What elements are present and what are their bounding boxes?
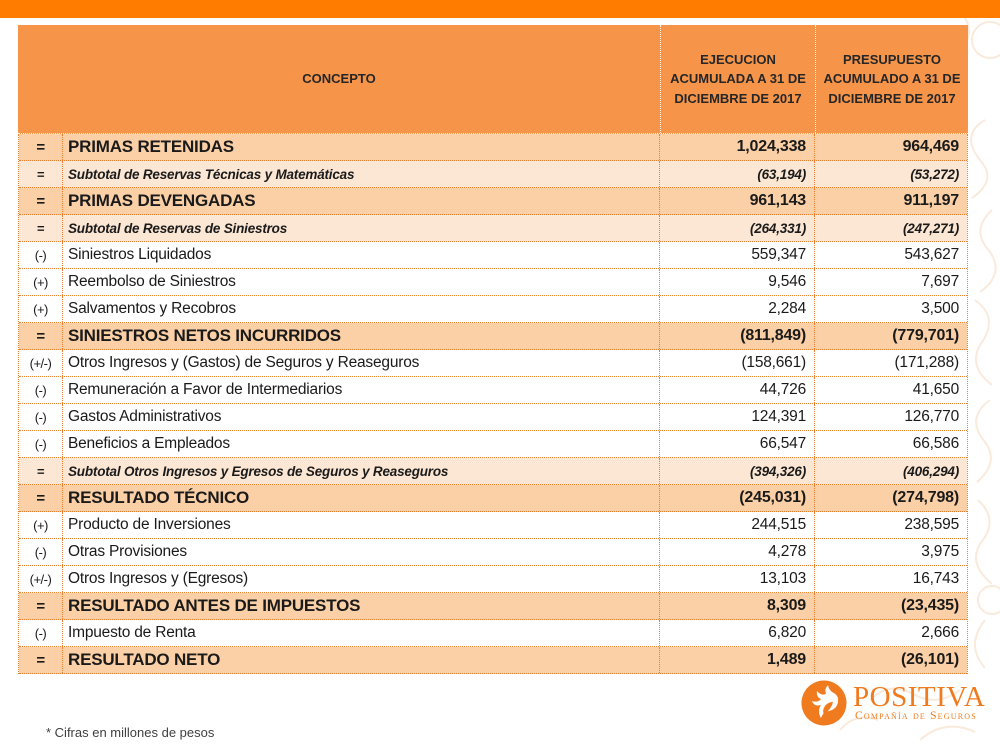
table-row xyxy=(19,323,967,350)
row-value-ejecucion: (264,331) xyxy=(660,215,815,241)
row-value-presupuesto: (23,435) xyxy=(901,597,959,614)
table-row xyxy=(19,593,967,620)
row-sign: (+) xyxy=(19,512,63,538)
row-label: RESULTADO TÉCNICO xyxy=(63,485,660,511)
row-sign: (-) xyxy=(19,242,63,268)
row-value-presupuesto: (406,294) xyxy=(903,463,959,479)
row-label: Beneficios a Empleados xyxy=(63,431,660,457)
table-row xyxy=(19,647,967,674)
table-body xyxy=(18,134,968,674)
row-value-ejecucion: (811,849) xyxy=(660,323,815,349)
table-row xyxy=(19,350,967,377)
row-value-ejecucion: 4,278 xyxy=(660,539,815,565)
positiva-logo-tagline: Compañía de Seguros xyxy=(855,710,977,722)
table-row xyxy=(19,134,967,161)
row-value-presupuesto: 2,666 xyxy=(921,624,959,641)
row-value-ejecucion: 1,489 xyxy=(660,647,815,673)
row-label: Impuesto de Renta xyxy=(63,620,660,646)
row-label: RESULTADO NETO xyxy=(63,647,660,673)
financial-results-table xyxy=(18,25,968,674)
row-value-presupuesto: 41,650 xyxy=(912,381,959,398)
row-sign: = xyxy=(19,134,63,160)
row-value-ejecucion: 961,143 xyxy=(660,188,815,214)
row-value-ejecucion: 66,547 xyxy=(660,431,815,457)
row-sign: = xyxy=(19,161,63,187)
table-row xyxy=(19,485,967,512)
row-value-ejecucion: 9,546 xyxy=(660,269,815,295)
row-label: Subtotal Otros Ingresos y Egresos de Seguros y Reaseguros xyxy=(63,458,660,484)
row-value-presupuesto: 964,469 xyxy=(902,138,959,155)
table-row xyxy=(19,377,967,404)
row-sign: (-) xyxy=(19,620,63,646)
row-sign: (+) xyxy=(19,269,63,295)
table-header-row xyxy=(18,25,968,134)
positiva-logo xyxy=(801,679,986,727)
top-accent-bar xyxy=(0,0,1000,18)
row-sign: (-) xyxy=(19,431,63,457)
row-label: PRIMAS RETENIDAS xyxy=(63,134,660,160)
row-value-presupuesto: (26,101) xyxy=(901,651,959,668)
row-label: Otros Ingresos y (Gastos) de Seguros y Reaseguros xyxy=(63,350,660,376)
row-value-ejecucion: (63,194) xyxy=(660,161,815,187)
row-label: Subtotal de Reservas de Siniestros xyxy=(63,215,660,241)
table-row xyxy=(19,431,967,458)
row-value-presupuesto: (171,288) xyxy=(894,354,959,371)
table-row xyxy=(19,269,967,296)
row-label: Otras Provisiones xyxy=(63,539,660,565)
row-value-ejecucion: 244,515 xyxy=(660,512,815,538)
row-label: Subtotal de Reservas Técnicas y Matemáticas xyxy=(63,161,660,187)
row-label: Remuneración a Favor de Intermediarios xyxy=(63,377,660,403)
row-value-ejecucion: 44,726 xyxy=(660,377,815,403)
row-value-ejecucion: 1,024,338 xyxy=(660,134,815,160)
row-sign: (+/-) xyxy=(19,566,63,592)
row-value-presupuesto: 16,743 xyxy=(912,570,959,587)
row-sign: = xyxy=(19,647,63,673)
row-value-ejecucion: 124,391 xyxy=(660,404,815,430)
row-value-ejecucion: (245,031) xyxy=(660,485,815,511)
table-row xyxy=(19,620,967,647)
positiva-logo-text xyxy=(853,681,986,722)
row-sign: (-) xyxy=(19,539,63,565)
positiva-logo-icon xyxy=(801,680,847,726)
table-row xyxy=(19,161,967,188)
header-ejecucion: EJECUCION ACUMULADA A 31 DE DICIEMBRE DE 2017 xyxy=(660,25,815,133)
header-concepto: CONCEPTO xyxy=(302,71,376,87)
row-label: RESULTADO ANTES DE IMPUESTOS xyxy=(63,593,660,619)
row-sign: = xyxy=(19,485,63,511)
row-label: SINIESTROS NETOS INCURRIDOS xyxy=(63,323,660,349)
row-sign: (+) xyxy=(19,296,63,322)
row-sign: = xyxy=(19,593,63,619)
row-value-ejecucion: 8,309 xyxy=(660,593,815,619)
row-sign: = xyxy=(19,188,63,214)
row-sign: (-) xyxy=(19,377,63,403)
table-row xyxy=(19,296,967,323)
row-value-presupuesto: 126,770 xyxy=(904,408,959,425)
table-row xyxy=(19,539,967,566)
row-sign: = xyxy=(19,458,63,484)
row-label: Producto de Inversiones xyxy=(63,512,660,538)
positiva-logo-name: POSITIVA xyxy=(853,681,986,713)
row-label: Siniestros Liquidados xyxy=(63,242,660,268)
row-label: Salvamentos y Recobros xyxy=(63,296,660,322)
table-row xyxy=(19,404,967,431)
row-value-ejecucion: (158,661) xyxy=(660,350,815,376)
row-value-ejecucion: (394,326) xyxy=(660,458,815,484)
row-value-presupuesto: 3,975 xyxy=(921,543,959,560)
row-label: PRIMAS DEVENGADAS xyxy=(63,188,660,214)
row-value-presupuesto: (779,701) xyxy=(892,327,959,344)
row-sign: (-) xyxy=(19,404,63,430)
table-row xyxy=(19,458,967,485)
row-value-presupuesto: (274,798) xyxy=(892,489,959,506)
row-label: Otros Ingresos y (Egresos) xyxy=(63,566,660,592)
row-value-presupuesto: 238,595 xyxy=(904,516,959,533)
header-presupuesto: PRESUPUESTO ACUMULADO A 31 DE DICIEMBRE DE 2017 xyxy=(815,25,968,133)
footnote: * Cifras en millones de pesos xyxy=(46,725,215,740)
table-row xyxy=(19,566,967,593)
row-value-ejecucion: 6,820 xyxy=(660,620,815,646)
row-value-presupuesto: 66,586 xyxy=(912,435,959,452)
row-value-ejecucion: 13,103 xyxy=(660,566,815,592)
row-value-presupuesto: 911,197 xyxy=(903,192,959,209)
table-row xyxy=(19,215,967,242)
row-value-presupuesto: (53,272) xyxy=(910,166,959,182)
row-value-presupuesto: 3,500 xyxy=(921,300,959,317)
row-value-ejecucion: 2,284 xyxy=(660,296,815,322)
table-row xyxy=(19,512,967,539)
row-value-presupuesto: 543,627 xyxy=(904,246,959,263)
row-label: Reembolso de Siniestros xyxy=(63,269,660,295)
table-row xyxy=(19,242,967,269)
row-sign: = xyxy=(19,323,63,349)
row-value-presupuesto: 7,697 xyxy=(921,273,959,290)
row-value-ejecucion: 559,347 xyxy=(660,242,815,268)
row-sign: (+/-) xyxy=(19,350,63,376)
row-sign: = xyxy=(19,215,63,241)
row-value-presupuesto: (247,271) xyxy=(903,220,959,236)
table-row xyxy=(19,188,967,215)
row-label: Gastos Administrativos xyxy=(63,404,660,430)
